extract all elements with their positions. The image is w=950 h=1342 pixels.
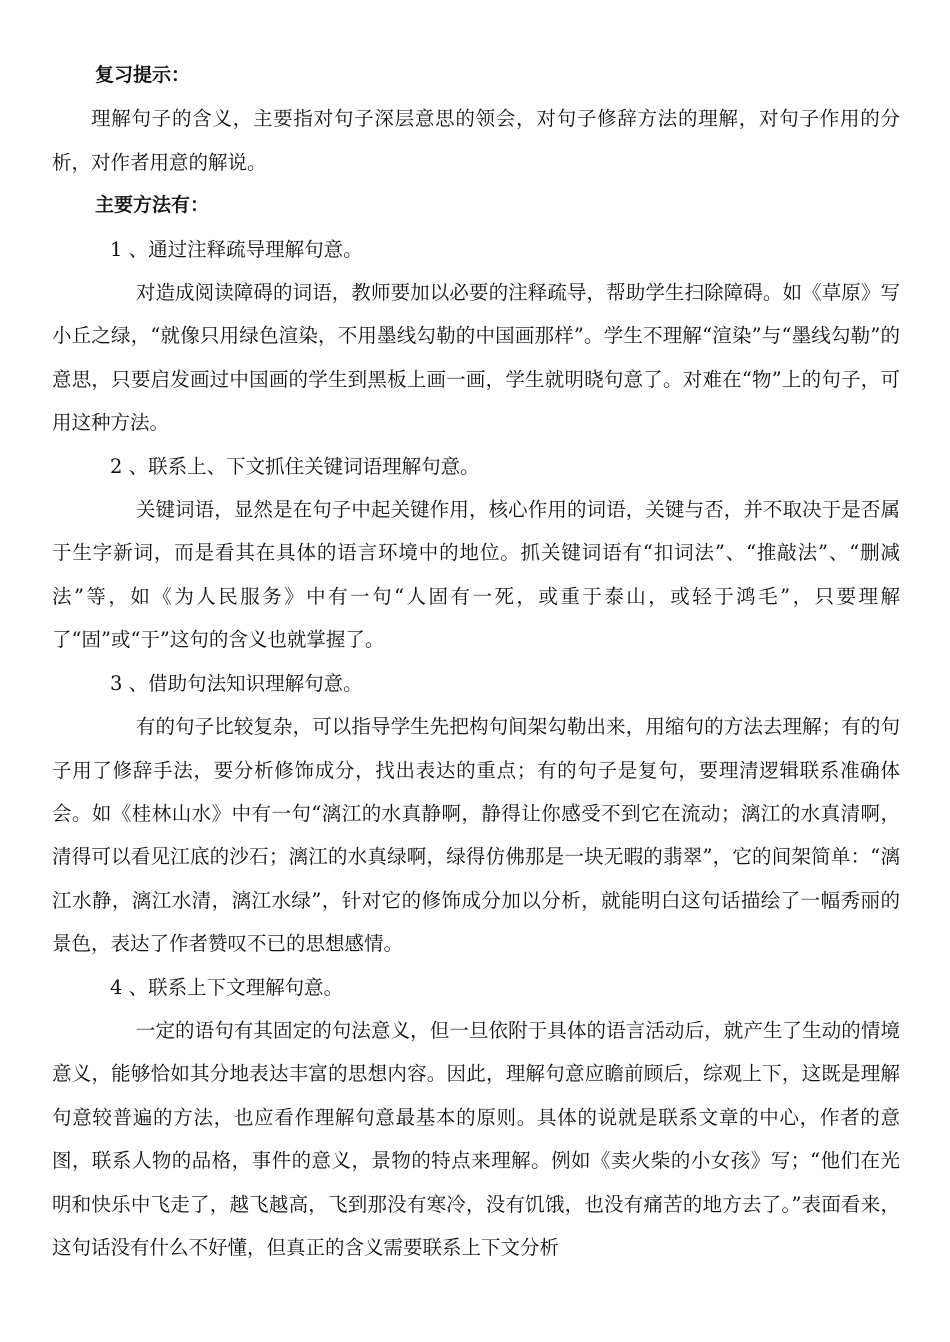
method-3-body: 有的句子比较复杂，可以指导学生先把构句间架勾勒出来，用缩句的方法去理解；有的句子用了修辞手法，要分析修饰成分，找出表达的重点；有的句子是复句，要理清逻辑联系准确体会。如《桂林山水》中有一句“漓江的水真静啊，静得让你感受不到它在流动；漓江的水真清啊，清得可以看见江底的沙石；漓江的水真绿啊，绿得仿佛那是一块无暇的翡翠”，它的间架简单：“漓江水静，漓江水清，漓江水绿”，针对它的修饰成分加以分析，就能明白这句话描绘了一幅秀丽的景色，表达了作者赞叹不已的思想感情。 [52, 715, 900, 956]
method-3-title: 3 、借助句法知识理解句意。 [110, 671, 363, 695]
method-2-title: 2 、联系上、下文抓住关键词语理解句意。 [110, 454, 480, 478]
method-4-body: 一定的语句有其固定的句法意义，但一旦依附于具体的语言活动后，就产生了生动的情境意义，能够恰如其分地表达丰富的思想内容。因此，理解句意应瞻前顾后，综观上下，这既是理解句意较普遍的方法，也应看作理解句意最基本的原则。具体的说就是联系文章的中心，作者的意图，联系人物的品格，事件的意义，景物的特点来理解。例如《卖火柴的小女孩》写；“他们在光明和快乐中飞走了，越飞越高，飞到那没有寒冷，没有饥饿，也没有痛苦的地方去了。”表面看来，这句话没有什么不好懂，但真正的含义需要联系上下文分析 [52, 1018, 900, 1259]
document-page [52, 54, 900, 1269]
methods-heading: 主要方法有： [95, 194, 210, 217]
review-paragraph: 理解句子的含义，主要指对句子深层意思的领会，对句子修辞方法的理解，对句子作用的分析，对作者用意的解说。 [52, 107, 900, 174]
method-2-body: 关键词语，显然是在句子中起关键作用，核心作用的词语，关键与否，并不取决于是否属于生字新词，而是看其在具体的语言环境中的地位。抓关键词语有“扣词法”、“推敲法”、“删减法”等，如《为人民服务》中有一句“人固有一死，或重于泰山，或轻于鸿毛”，只要理解了“固”或“于”这句的含义也就掌握了。 [52, 498, 900, 652]
method-4-title: 4 、联系上下文理解句意。 [110, 975, 344, 999]
review-heading: 复习提示： [95, 64, 191, 86]
method-1-title: 1 、通过注释疏导理解句意。 [110, 237, 363, 261]
method-1-body: 对造成阅读障碍的词语，教师要加以必要的注释疏导，帮助学生扫除障碍。如《草原》写小丘之绿，“就像只用绿色渲染，不用墨线勾勒的中国画那样”。学生不理解“渲染”与“墨线勾勒”的意思，只要启发画过中国画的学生到黑板上画一画，学生就明晓句意了。对难在“物”上的句子，可用这种方法。 [52, 281, 900, 435]
